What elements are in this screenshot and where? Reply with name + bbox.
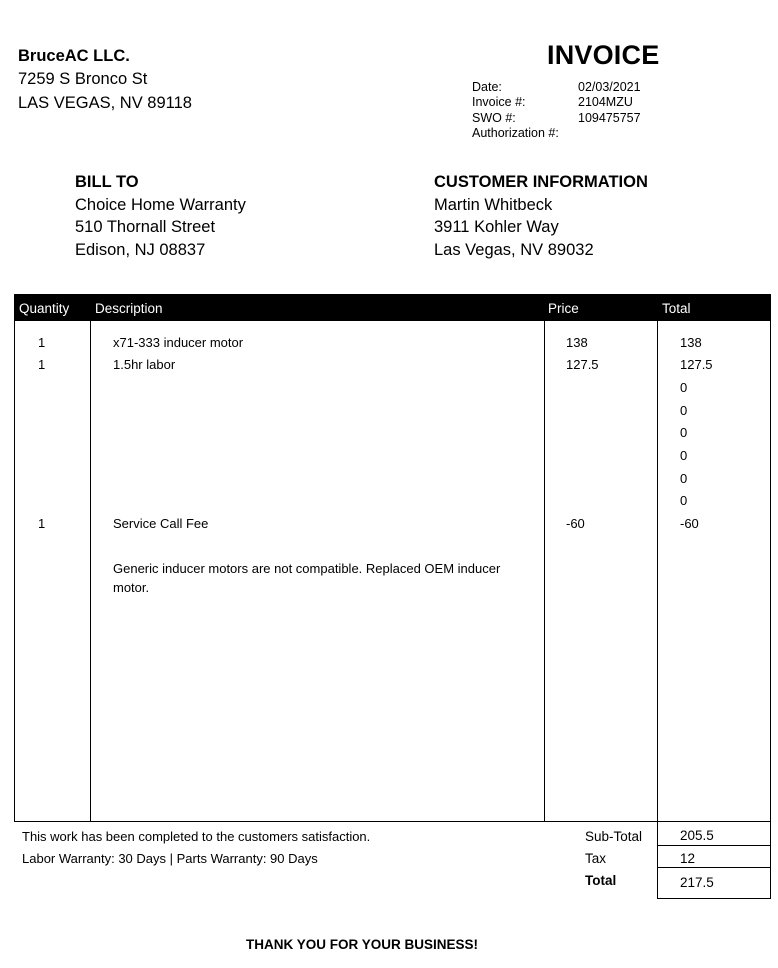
cell-description: Service Call Fee	[113, 516, 209, 531]
company-address-line1: 7259 S Bronco St	[18, 70, 148, 88]
tax-label: Tax	[585, 851, 607, 866]
invoice-title: INVOICE	[547, 40, 660, 70]
swo-value: 109475757	[578, 111, 641, 125]
total-label: Total	[585, 873, 617, 888]
total-value: 217.5	[680, 875, 714, 890]
customer-name: Martin Whitbeck	[434, 196, 553, 214]
invoice-number-label: Invoice #:	[472, 95, 526, 109]
bill-to-city: Edison, NJ 08837	[75, 241, 206, 259]
customer-street: 3911 Kohler Way	[434, 218, 559, 236]
cell-total: 0	[680, 403, 688, 418]
subtotal-box	[657, 822, 771, 846]
header-description: Description	[95, 301, 163, 316]
cell-total: 0	[680, 448, 688, 463]
cell-total: 138	[680, 335, 702, 350]
cell-quantity: 1	[38, 516, 46, 531]
swo-label: SWO #:	[472, 111, 516, 125]
header-quantity: Quantity	[19, 301, 70, 316]
cell-quantity: 1	[38, 357, 46, 372]
subtotal-label: Sub-Total	[585, 829, 643, 844]
cell-price: 138	[566, 335, 588, 350]
customer-heading: CUSTOMER INFORMATION	[434, 173, 648, 191]
column-divider	[90, 321, 91, 821]
date-value: 02/03/2021	[578, 80, 641, 94]
total-box	[657, 867, 771, 899]
cell-total: 127.5	[680, 357, 713, 372]
company-name: BruceAC LLC.	[18, 47, 130, 65]
bill-to-heading: BILL TO	[75, 173, 139, 191]
customer-city: Las Vegas, NV 89032	[434, 241, 594, 259]
bill-to-name: Choice Home Warranty	[75, 196, 246, 214]
header-price: Price	[548, 301, 579, 316]
invoice-number-value: 2104MZU	[578, 95, 633, 109]
authorization-label: Authorization #:	[472, 126, 559, 140]
date-label: Date:	[472, 80, 502, 94]
cell-total: 0	[680, 493, 688, 508]
cell-total: -60	[680, 516, 699, 531]
column-divider	[544, 321, 545, 821]
cell-quantity: 1	[38, 335, 46, 350]
tax-box	[657, 845, 771, 868]
thank-you-message: THANK YOU FOR YOUR BUSINESS!	[246, 937, 479, 952]
cell-description: x71-333 inducer motor	[113, 335, 244, 350]
cell-price: -60	[566, 516, 585, 531]
warranty-statement: Labor Warranty: 30 Days | Parts Warranty: 90 Days	[22, 851, 318, 866]
cell-total: 0	[680, 471, 688, 486]
cell-price: 127.5	[566, 357, 599, 372]
subtotal-value: 205.5	[680, 828, 714, 843]
tax-value: 12	[680, 851, 696, 866]
cell-description: 1.5hr labor	[113, 357, 176, 372]
line-items-table	[14, 294, 771, 822]
column-divider	[657, 321, 658, 821]
completion-statement: This work has been completed to the customers satisfaction.	[22, 829, 371, 844]
cell-total: 0	[680, 380, 688, 395]
bill-to-street: 510 Thornall Street	[75, 218, 216, 236]
header-total: Total	[662, 301, 691, 316]
table-header	[15, 295, 770, 321]
company-address-line2: LAS VEGAS, NV 89118	[18, 94, 192, 112]
cell-total: 0	[680, 425, 688, 440]
service-note: Generic inducer motors are not compatible. Replaced OEM inducer motor.	[113, 561, 501, 595]
